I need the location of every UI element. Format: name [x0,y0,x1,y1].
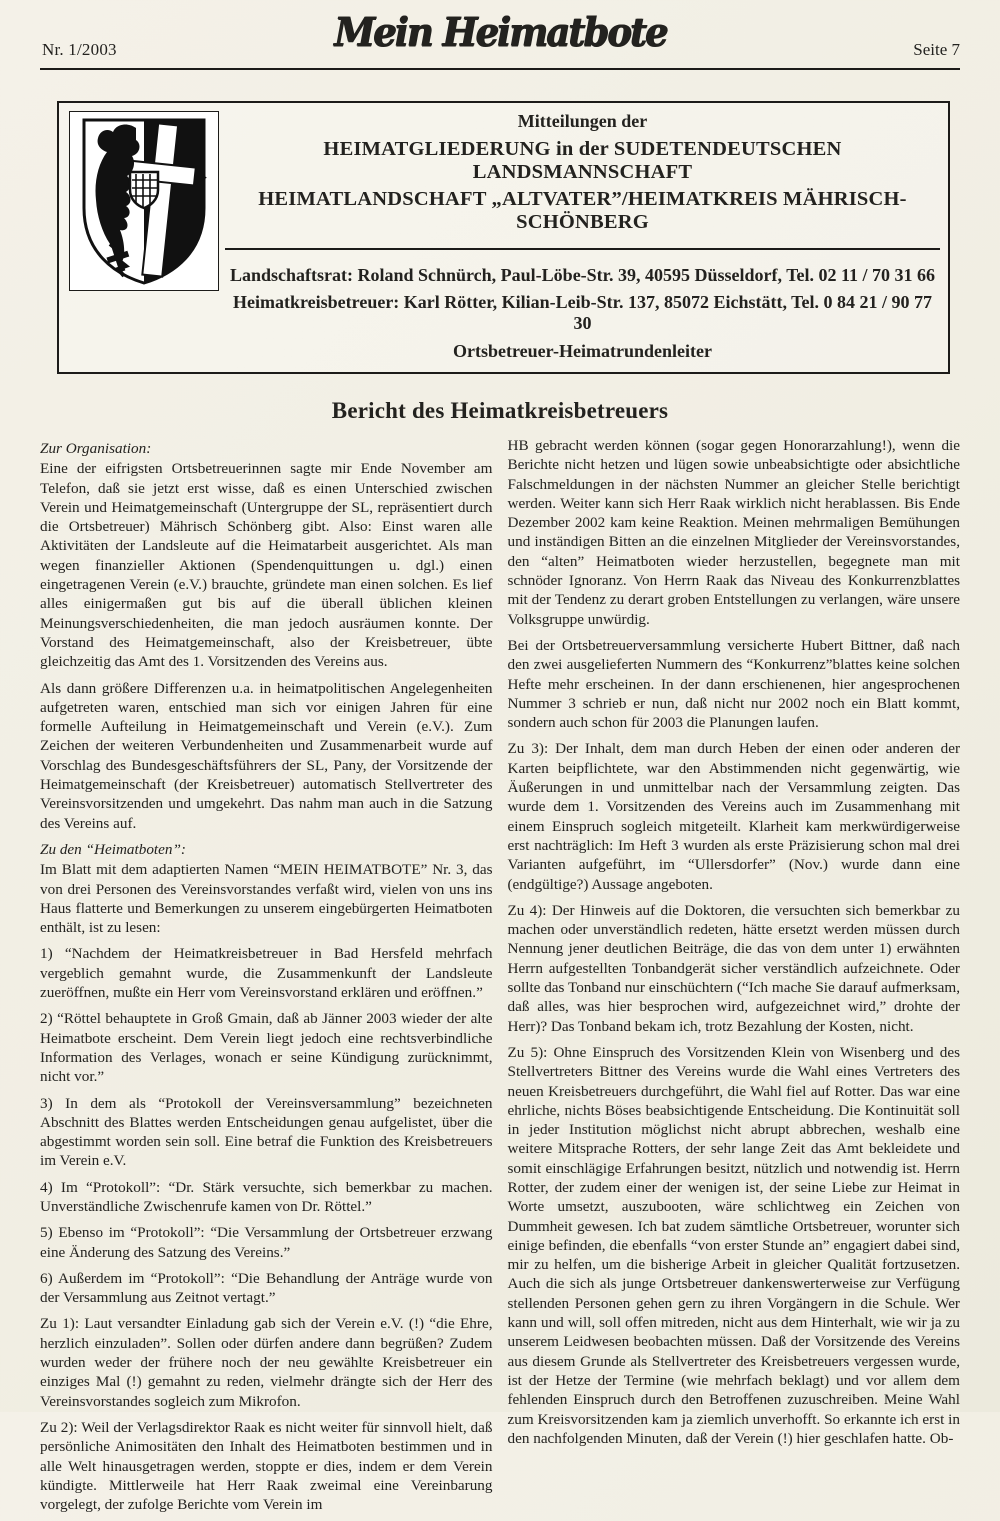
infobox-divider [225,248,940,250]
section-heading: Zur Organisation: [40,440,152,457]
masthead-title: Mein Heimatbote [333,8,667,56]
header-divider [40,68,960,70]
paragraph: Zu 1): Laut versandter Einladung gab sich der Verein e.V. (!) “die Ehre, herzlich einzuladen”. Sollen oder dürfen andere dann begrüßen? Zudem wurden weder der frühere noch der neu gewählte Kreisbetreuer ein einziges Mal (!) gemahnt zu reden, vielmehr drängte sich der Herr des Vereinsvorstandes sogleich zum Mikrofon. [40,1315,493,1410]
infobox-text [225,109,940,362]
infobox-org-line: HEIMATGLIEDERUNG in der SUDETENDEUTSCHEN LANDSMANNSCHAFT [323,138,842,183]
page-header [40,10,960,62]
paragraph: Als dann größere Differenzen u.a. in heimatpolitischen Angelegenheiten aufgetreten waren, entschied man sich vor einigen Jahren für eine formelle Aufteilung in Heimatgemeinschaft und Verein (e.V.). Zum Zeichen der weiteren Verbundenheiten und Zusammenarbeit wurde auf Vorschlag des Bundesgeschäftsführers der SL, Pany, der Vorsitzende der Heimatgemeinschaft (der Kreisbetreuer) automatisch Stellvertreter des Vereinsvorsitzenden und umgekehrt. Das nahm man auch in die Satzung des Vereins auf. [40,679,493,832]
paragraph: Zu 4): Der Hinweis auf die Doktoren, die versuchten sich bemerkbar zu machen oder unverständlich redeten, hätte ersetzt werden müssen durch Nennung jener deutlichen Beiträge, die das von dem unter 1) erwähnten Herrn aufgestellten Tonbandgerät sicher verständlich aufzeichnete. Oder sollte das Tonband nur einschüchtern (“Ich mache Sie darauf aufmerksam, daß alles, was hier besprochen wird, aufgezeichnet wird,” drohte der Herr)? Das Tonband bekam ich, trotz Bezahlung der Kosten, nicht. [507,901,960,1035]
paragraph: 2) “Röttel behauptete in Groß Gmain, daß ab Jänner 2003 wieder der alte Heimatbote erscheint. Dem Verein liegt jedoch eine rechtsverbindliche Information des Verlages, wonach er seine Kündigung zurücknimmt, nicht vor.” [40,1010,493,1086]
infobox-subtitle: Mitteilungen der [517,111,648,131]
paragraph: HB gebracht werden können (sogar gegen Honorarzahlung!), wenn die Berichte nicht hetzen und lügen sowie unbeabsichtigte oder absichtliche Falschmeldungen in der nächsten Nummer an gleicher Stelle berichtigt werden. Weiter kann sich Herr Raak wirklich nicht herablassen. Bis Ende Dezember 2002 kam keine Reaktion. Meinen mehrmaligen Bemühungen und inständigen Bitten an die einzelnen Mitglieder der Vereinsvorstandes, den “alten” Heimatboten wieder herzustellen, begegnete man mit schnöder Ignoranz. Von Herrn Raak das Niveau des Konkurrenzblattes mit der Tendenz zu derart groben Entstellungen zu verlangen, wäre unsere Volksgruppe unwürdig. [507,437,960,628]
organization-infobox [57,101,950,374]
contact-landschaftsrat: Landschaftsrat: Roland Schnürch, Paul-Löbe-Str. 39, 40595 Düsseldorf, Tel. 02 11 / 70 31 66 [229,265,936,285]
infobox-region-line: HEIMATLANDSCHAFT „ALTVATER”/HEIMATKREIS MÄHRISCH-SCHÖNBERG [258,188,907,233]
paragraph: 1) “Nachdem der Heimatkreisbetreuer in Bad Hersfeld mehrfach vergeblich gemahnt wurde, die Zusammenkunft der Landsleute zueröffnen, mußte ein Herr vom Vereinsvorstand erklären und eröffnen.” [40,945,493,1002]
paragraph: Zu 5): Ohne Einspruch des Vorsitzenden Klein von Wisenberg und des Stellvertreters Bittner des Vereins wurde die Wahl eines Vertreters des neuen Kreisbetreuers durchgeführt, die Wahl fiel auf Rotter. Das war eine ehrliche, nichts Böses beabsichtigende Entscheidung. Die Kontinuität soll in jeder Institution möglichst nicht abrupt abbrechen, weshalb eine weitere Mitsprache Rotters, der sehr lange Zeit das Amt bekleidete und somit einschlägige Erfahrungen besitzt, nützlich und notwendig ist. Herrn Rotter, der zudem einer der wenigen ist, der seine Liebe zur Heimat in Worte umsetzt, auszubooten, wäre schlichtweg ein Zeichen von Dummheit gewesen. Ich bat zudem sämtliche Ortsbetreuer, worunter sich einige befinden, die ebenfalls “von erster Stunde an” engagiert dabei sind, mir zu helfen, um die bisherige Arbeit in gleicher Qualität fortzusetzen. Auch die sich als junge Ortsbetreuer dankenswerterweise zur Verfügung stellenden Personen gehen gern zu ihren Vorgängern in die Schule. Wer kann und will, soll offen mitreden, nicht aus dem Hinterhalt, wie wir ja zu unserem Leidwesen beobachten müssen. Daß der Vorsitzende des Vereins aus diesem Grunde als Stellvertreter des Kreisbetreuers vergessen wurde, ist der Hetze der Termine (wie mehrfach beklagt) und vor allem dem fehlenden Einspruch durch den Betroffenen zuzuschreiben. Meine Wahl zum Kreisvorsitzenden kam ja ziemlich unverhofft. So erkannte ich erst in den nachfolgenden Minuten, daß der Verein (!) hier geschlafen hatte. Ob- [507,1043,960,1447]
article-title: Bericht des Heimatkreisbetreuers [331,398,669,423]
paragraph: Zu 2): Weil der Verlagsdirektor Raak es nicht weiter für sinnvoll hielt, daß persönliche Animositäten den Inhalt des Heimatboten bestimmen und in alle Welt hinausgetragen werden, stoppte er dies, indem er dem Verein kündigte. Mittlerweile hat Herr Raak zweimal eine Vereinbarung vorgelegt, der zufolge Berichte vom Verein im [40,1418,493,1514]
paragraph: Eine der eifrigsten Ortsbetreuerinnen sagte mir Ende November am Telefon, daß sie jetzt erst wisse, daß es einen Unterschied zwischen Verein und Heimatgemeinschaft (Untergruppe der SL, repräsentiert durch die Ortsbetreuer) Mährisch Schönberg gibt. Also: Einst waren alle Aktivitäten der Landsleute auf die Heimatarbeit ausgerichtet. Als man wegen finanzieller Aktionen (Spendenquittungen u. dgl.) einen eingetragenen Verein (e.V.) brauchte, gründete man einen solchen. Es lief alles einigermaßen gut bis auf die überall üblichen kleinen Meinungsverschiedenheiten, die man jedoch ausräumen konnte. Der Vorstand des Heimatgemeinschaft, also der Kreisbetreuer, übte gleichzeitig das Amt des 1. Vorsitzenden des Vereins aus. [40,460,493,671]
contact-ortsbetreuer: Ortsbetreuer-Heimatrundenleiter [453,341,712,361]
section-heading: Zu den “Heimatboten”: [40,840,186,858]
page-number: Seite 7 [913,40,960,59]
article-body [40,436,960,1521]
paragraph: 3) In dem als “Protokoll der Vereinsversammlung” bezeichneten Abschnitt des Blattes werden Entscheidungen genau aufgelistet, über die abgestimmt worden sein soll. Eine betraf die Funktion des Kreisbetreuers im Verein e.V. [40,1094,493,1170]
paragraph: 4) Im “Protokoll”: “Dr. Stärk versuchte, sich bemerkbar zu machen. Unverständliche Zwischenrufe kamen von Dr. Röttel.” [40,1178,493,1215]
paragraph: Im Blatt mit dem adaptierten Namen “MEIN HEIMATBOTE” Nr. 3, das von drei Personen des Vereinsvorstandes verfaßt wird, vielen von uns ins Haus flatterte und Bemerkungen zu unserem eingebürgerten Heimatboten enthält, ist zu lesen: [40,861,493,937]
issue-number: Nr. 1/2003 [42,40,117,59]
paragraph: Zu 3): Der Inhalt, dem man durch Heben der einen oder anderen der Karten beipflichtete, war den Abstimmenden nicht gegenwärtig, wie Äußerungen in und unmittelbar nach der Versammlung zeigten. Das wurde dem 1. Vorsitzenden des Vereins auch im Zusammenhang mit einem Einspruch sogleich mitgeteilt. Klarheit kam merkwürdigerweise erst nachträglich: Im Heft 3 wurden als erste Präzisierung schon mal drei Varianten aufgeführt, im “Ullersdorfer” (Nov.) wurde dann eine (endgültige?) Aussage angeboten. [507,740,960,893]
paragraph: 5) Ebenso im “Protokoll”: “Die Versammlung der Ortsbetreuer erzwang eine Änderung des Satzung des Vereins.” [40,1224,493,1261]
right-column [508,436,961,1521]
sudeten-eagle-shield-icon [69,111,219,291]
paragraph: 6) Außerdem im “Protokoll”: “Die Behandlung der Anträge wurde von der Versammlung aus Zeitnot vertagt.” [40,1269,493,1307]
left-column [40,436,493,1521]
contact-heimatkreisbetreuer: Heimatkreisbetreuer: Karl Rötter, Kilian-Leib-Str. 137, 85072 Eichstätt, Tel. 0 84 21 / 90 77 30 [233,292,932,333]
paragraph: Bei der Ortsbetreuerversammlung versicherte Hubert Bittner, daß nach den zwei ausgelieferten Nummern des “Konkurrenz”blattes keine solchen Hefte mehr erscheinen. In der dann erschienenen, hier angesprochenen Nummer 3 schrieb er nun, daß nicht nur 2002 noch ein Blatt kommt, sondern auch schon für 2003 die Planungen laufen. [507,636,960,732]
